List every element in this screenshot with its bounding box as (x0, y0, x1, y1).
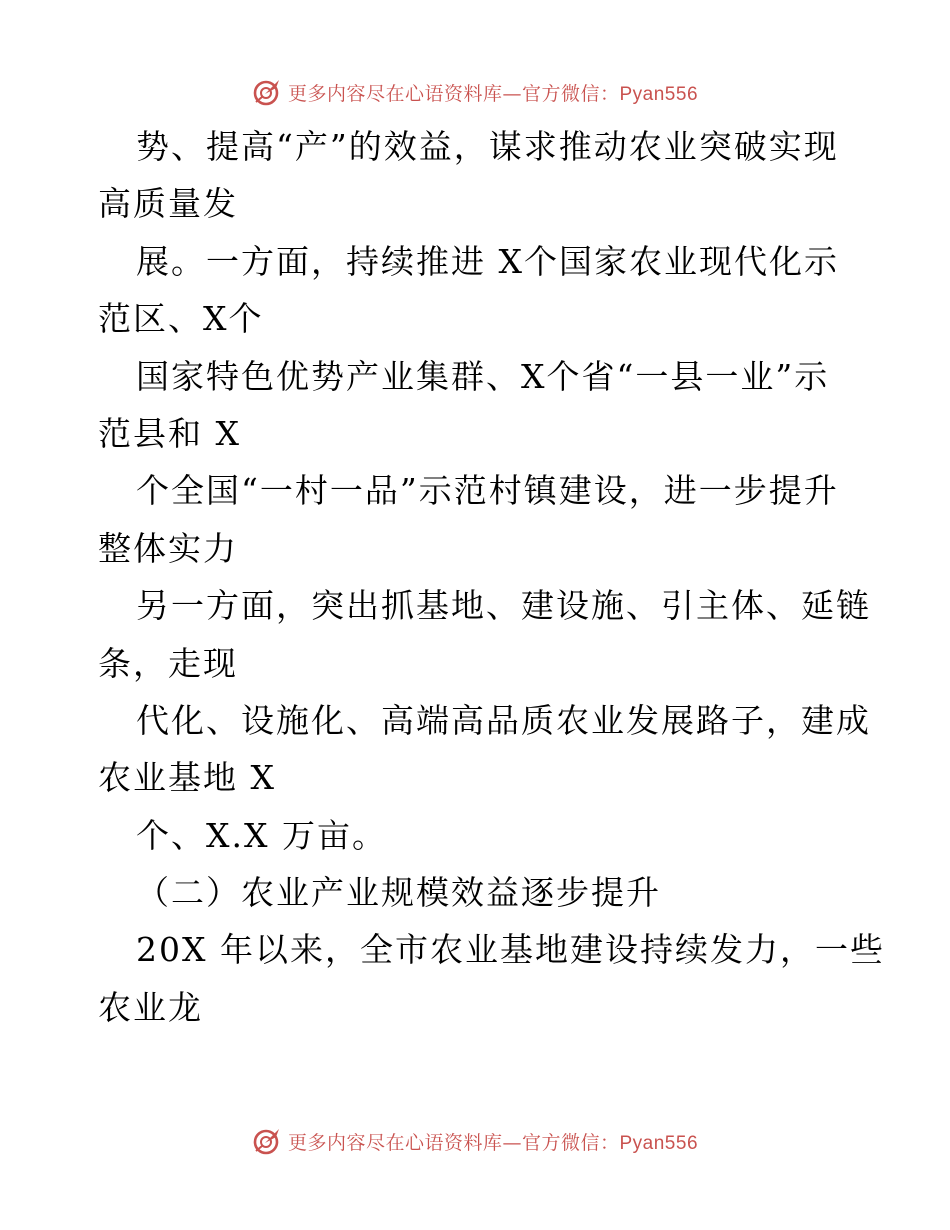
body-text-line: （二）农业产业规模效益逐步提升 (136, 873, 661, 913)
banner-separator: — (502, 1131, 522, 1154)
banner-wechat-id: Pyan556 (619, 83, 699, 105)
body-text-line: 高质量发 (98, 184, 238, 224)
body-text-line: 整体实力 (98, 528, 238, 568)
banner-wechat-id: Pyan556 (619, 1132, 699, 1154)
body-text-line: 条，走现 (98, 643, 238, 683)
footer-banner (0, 1121, 950, 1161)
body-text-line: 势、提高“产”的效益，谋求推动农业突破实现 (136, 127, 839, 166)
body-text-line: 范县和 X (98, 413, 241, 453)
banner-wechat-label: 官方微信： (521, 82, 620, 105)
banner-text (288, 1128, 698, 1155)
body-text-line: 代化、设施化、高端高品质农业发展路子，建成 (136, 700, 871, 740)
banner-separator: — (502, 82, 522, 105)
body-text-line: 国家特色优势产业集群、X个省“一县一业”示 (136, 356, 830, 396)
body-text-line: 农业龙 (98, 987, 203, 1027)
body-text-line: 个、X.X 万亩。 (136, 815, 387, 855)
body-text-line: 20X 年以来，全市农业基地建设持续发力，一些 (136, 930, 885, 970)
banner-text (288, 79, 698, 106)
banner-site-text: 更多内容尽在心语资料库 (287, 1131, 503, 1154)
body-text-line: 农业基地 X (98, 758, 276, 798)
header-banner (0, 72, 950, 112)
body-text-line: 展。一方面，持续推进 X个国家农业现代化示 (136, 241, 839, 281)
quill-pen-logo-icon (252, 1126, 282, 1156)
body-text-line: 个全国“一村一品”示范村镇建设，进一步提升 (136, 471, 839, 511)
document-body (98, 118, 885, 1036)
banner-site-text: 更多内容尽在心语资料库 (287, 82, 503, 105)
body-text-line: 另一方面，突出抓基地、建设施、引主体、延链 (136, 586, 871, 626)
body-text-line: 范区、X个 (98, 299, 264, 339)
banner-wechat-label: 官方微信： (521, 1131, 620, 1154)
quill-pen-logo-icon (252, 77, 282, 107)
